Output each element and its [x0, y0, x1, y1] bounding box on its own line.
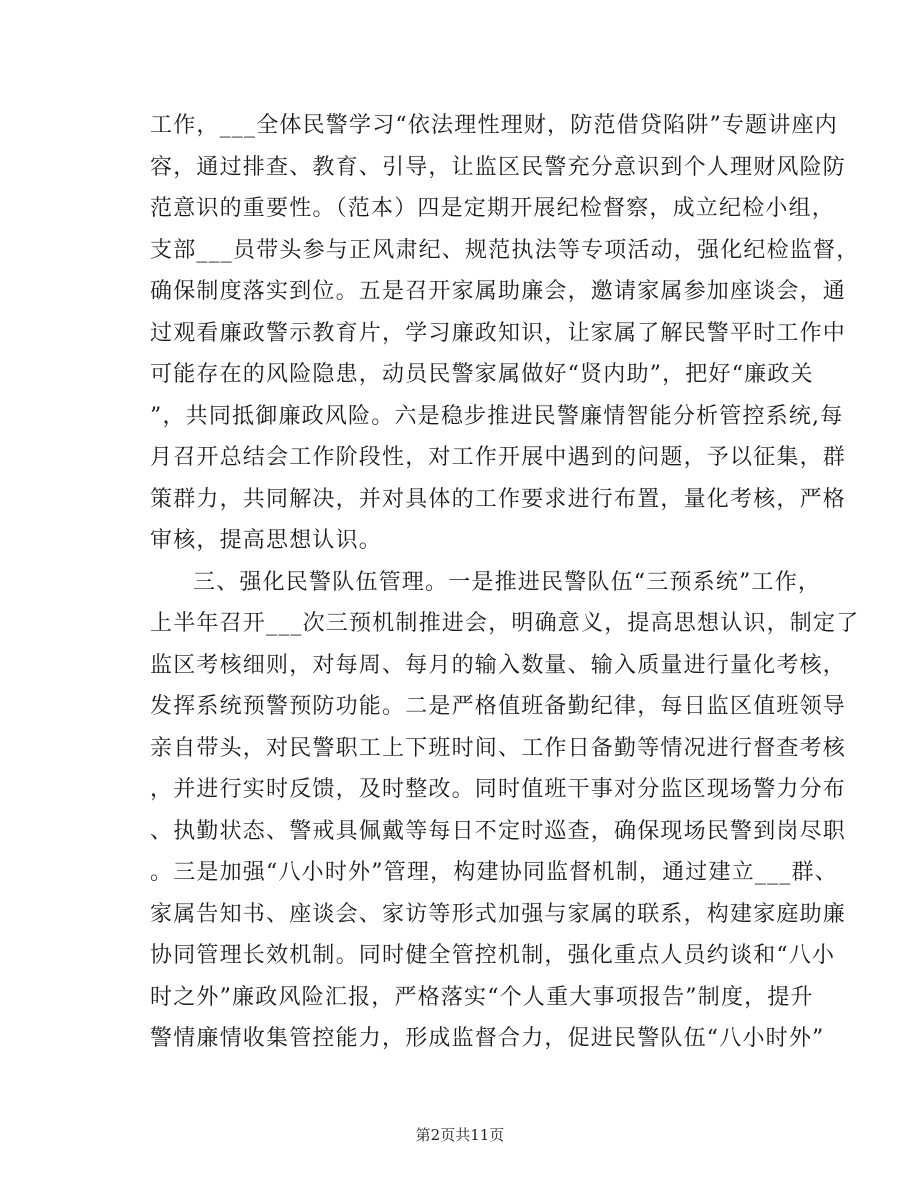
paragraph-line: 、执勤状态、警戒具佩戴等每日不定时巡查，确保现场民警到岗尽职	[150, 819, 847, 844]
paragraph-line: 。三是加强“八小时外”管理，构建协同监督机制，通过建立___群、	[150, 860, 838, 885]
paragraph-line: 时之外”廉政风险汇报，严格落实“个人重大事项报告”制度，提升	[150, 985, 814, 1010]
paragraph-line: 月召开总结会工作阶段性，对工作开展中遇到的问题，予以征集，群	[150, 445, 847, 470]
paragraph-line: 上半年召开___次三预机制推进会，明确意义，提高思想认识，制定了	[150, 611, 860, 636]
paragraph-line: 亲自带头，对民警职工上下班时间、工作日备勤等情况进行督查考核	[150, 736, 847, 761]
paragraph-line: 审核，提高思想认识。	[150, 528, 383, 553]
paragraph-line: 监区考核细则，对每周、每月的输入数量、输入质量进行量化考核，	[150, 653, 847, 678]
paragraph-line: 协同管理长效机制。同时健全管控机制，强化重点人员约谈和“八小	[150, 943, 836, 968]
paragraph-line: 容，通过排查、教育、引导，让监区民警充分意识到个人理财风险防	[150, 155, 847, 180]
paragraph-line: 确保制度落实到位。五是召开家属助廉会，邀请家属参加座谈会，通	[150, 279, 847, 304]
page-number-footer: 第2页共11页	[415, 1126, 505, 1144]
paragraph-line: 警情廉情收集管控能力，形成监督合力，促进民警队伍“八小时外”	[150, 1026, 825, 1051]
paragraph-line: 发挥系统预警预防功能。二是严格值班备勤纪律，每日监区值班领导	[150, 694, 847, 719]
paragraph-line: 过观看廉政警示教育片，学习廉政知识，让家属了解民警平时工作中	[150, 321, 847, 346]
paragraph-line: 工作，___全体民警学习“依法理性理财，防范借贷陷阱”专题讲座内	[150, 113, 838, 138]
paragraph-line: 策群力，共同解决，并对具体的工作要求进行布置，量化考核，严格	[150, 487, 847, 512]
paragraph-line: 范意识的重要性。（范本）四是定期开展纪检督察，成立纪检小组，	[150, 196, 836, 221]
paragraph-line: ，并进行实时反馈，及时整改。同时值班干事对分监区现场警力分布	[150, 777, 847, 802]
paragraph-line: ”，共同抵御廉政风险。六是稳步推进民警廉情智能分析管控系统,每	[150, 404, 844, 429]
paragraph-line: 家属告知书、座谈会、家访等形式加强与家属的联系，构建家庭助廉	[150, 902, 847, 927]
paragraph-line: 支部___员带头参与正风肃纪、规范执法等专项活动，强化纪检监督，	[150, 238, 860, 263]
section-heading-line: 三、强化民警队伍管理。一是推进民警队伍“三预系统”工作，	[193, 570, 822, 595]
paragraph-line: 可能存在的风险隐患，动员民警家属做好“贤内助”，把好“廉政关	[150, 362, 814, 387]
